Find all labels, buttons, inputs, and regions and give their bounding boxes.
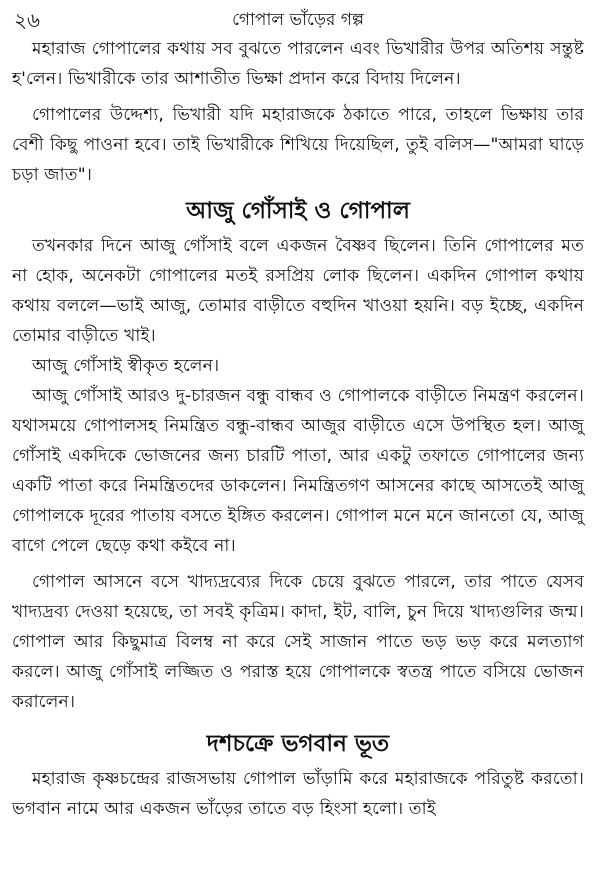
paragraph: গোপাল আসনে বসে খাদ্যদ্রব্যের দিকে চেয়ে বুঝতে পারলে, তার পাতে যেসব খাদ্যদ্রব্য দেওয়া হয়েছে, তা সবই কৃত্রিম। কাদা, ইট, বালি, চুন দিয়ে খাদ্যগুলির জন্ম। গোপাল আর কিছুমাত্র বিলম্ব না করে সেই সাজান পাতে ভড় ভড় করে মলত্যাগ করলে। আজু গোঁসাই লজ্জিত ও পরাস্ত হয়ে গোপালকে স্বতন্ত্র পাতে বসিয়ে ভোজন করালেন।	[12, 572, 584, 712]
story-heading: দশচক্রে ভগবান ভূত	[206, 731, 390, 757]
paragraph: আজু গোঁসাই স্বীকৃত হলেন।	[32, 356, 220, 376]
paragraph: গোপালের উদ্দেশ্য, ভিখারী যদি মহারাজকে ঠকাতে পারে, তাহলে ভিক্ষায় তার বেশী কিছু পাওনা হবে। তাই ভিখারীকে শিখিয়ে দিয়েছিল, তুই বলিস—"আমরা ঘাড়ে চড়া জাত"।	[12, 105, 584, 185]
paragraph: তখনকার দিনে আজু গোঁসাই বলে একজন বৈষ্ণব ছিলেন। তিনি গোপালের মত না হোক, অনেকটা গোপালের মতই রসপ্রিয় লোক ছিলেন। একদিন গোপাল কথায় কথায় বললে—ভাই আজু, তোমার বাড়ীতে বহুদিন খাওয়া হয়নি। বড় ইচ্ছে, একদিন তোমার বাড়ীতে খাই।	[12, 236, 584, 346]
running-title: গোপাল ভাঁড়ের গল্প	[231, 10, 365, 30]
story-heading: আজু গোঁসাই ও গোপাল	[186, 198, 410, 224]
paragraph: মহারাজ কৃষ্ণচন্দ্রের রাজসভায় গোপাল ভাঁড়ামি করে মহারাজকে পরিতুষ্ট করতো। ভগবান নামে আর একজন ভাঁড়ের তাতে বড় হিংসা হলো। তাই	[12, 769, 584, 819]
paragraph: মহারাজ গোপালের কথায় সব বুঝতে পারলেন এবং ভিখারীর উপর অতিশয় সন্তুষ্ট হ'লেন। ভিখারীকে তার আশাতীত ভিক্ষা প্রদান করে বিদায় দিলেন।	[12, 39, 584, 89]
running-head	[12, 6, 584, 34]
section-aju-gosai	[12, 194, 584, 717]
page-number: ২৬	[14, 8, 41, 32]
section-dashachakre	[12, 727, 584, 824]
section-continuation	[12, 34, 584, 190]
paragraph: আজু গোঁসাই আরও দু-চারজন বন্ধু বান্ধব ও গোপালকে বাড়ীতে নিমন্ত্রণ করলেন। যথাসময়ে গোপালসহ নিমন্ত্রিত বন্ধু-বান্ধব আজুর বাড়ীতে এসে উপস্থিত হল। আজু গোঁসাই একদিকে ভোজনের জন্য চারটি পাতা, আর একটু তফাতে গোপালের জন্য একটি পাতা করে নিমন্ত্রিতদের ডাকলেন। নিমন্ত্রিতগণ আসনের কাছে আসতেই আজু গোপালকে দূরের পাতায় বসতে ইঙ্গিত করলেন। গোপাল মনে মনে জানতো যে, আজু বাগে পেলে ছেড়ে কথা কইবে না।	[12, 386, 584, 556]
